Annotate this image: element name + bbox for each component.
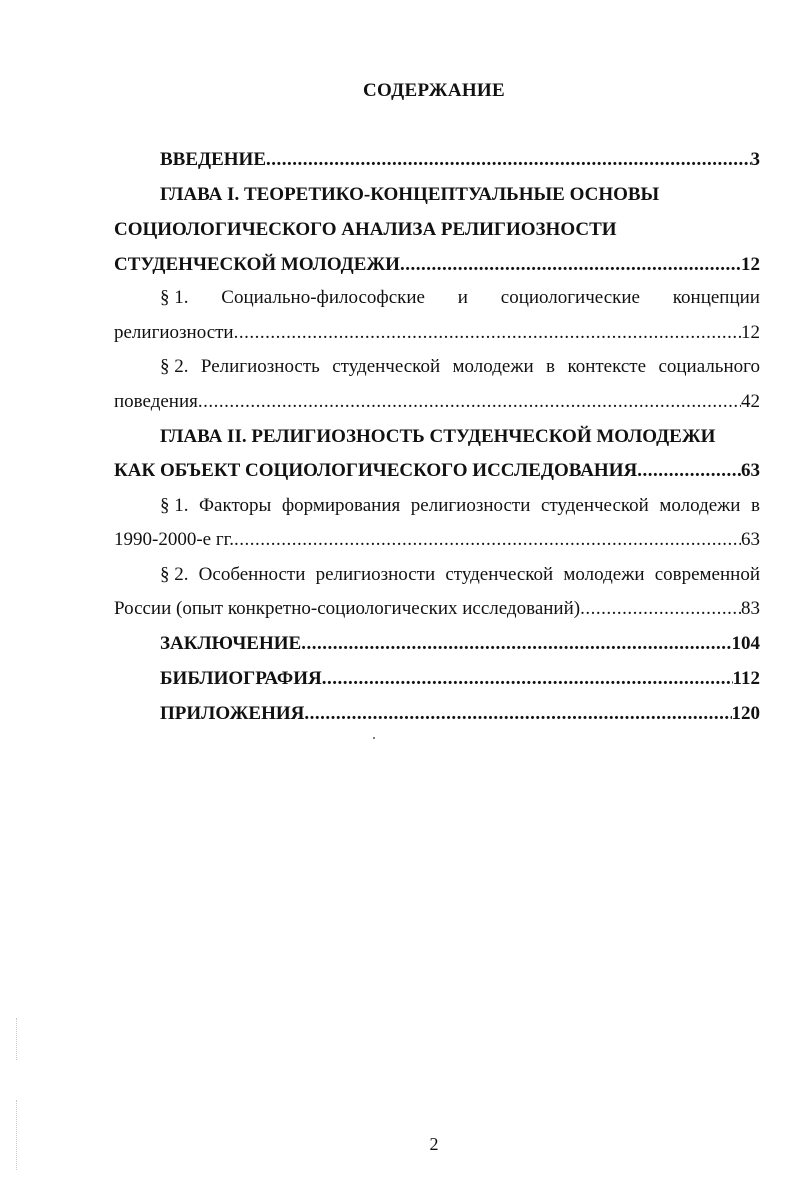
scan-speck (373, 737, 375, 739)
section-1-2-line-1[interactable] (160, 355, 760, 379)
dot-leader (234, 321, 741, 345)
dot-leader (637, 459, 741, 483)
word: § 1. (160, 287, 189, 308)
word: молодежи (563, 564, 645, 585)
page-number: 2 (429, 1134, 439, 1154)
dot-leader (322, 667, 733, 691)
toc-label: БИБЛИОГРАФИЯ (160, 668, 322, 689)
word: в (751, 495, 760, 516)
page-title: СОДЕРЖАНИЕ (363, 80, 505, 101)
word: Факторы (199, 495, 272, 516)
word: Социально-философские (221, 287, 425, 308)
toc-page-number: 63 (741, 460, 760, 481)
word: формирования (281, 495, 401, 516)
scan-edge-artifact (16, 1018, 31, 1060)
toc-page-number: 42 (741, 391, 760, 412)
dot-leader (266, 148, 751, 172)
section-1-1-line-1[interactable] (160, 286, 760, 310)
toc-entry-bibliography[interactable] (160, 667, 760, 691)
word: контексте (567, 356, 647, 377)
toc-entry-chapter-1[interactable] (114, 253, 760, 277)
toc-entry-intro[interactable] (160, 148, 760, 172)
word: и (457, 287, 468, 308)
toc-entry-section-2-1[interactable] (114, 528, 760, 552)
word: студенческой (540, 495, 649, 516)
word: концепции (672, 287, 760, 308)
toc-label: 1990-2000-е гг. (114, 529, 235, 550)
chapter-1-title-line-1[interactable]: ГЛАВА I. ТЕОРЕТИКО-КОНЦЕПТУАЛЬНЫЕ ОСНОВЫ (160, 184, 660, 205)
toc-page-number: 120 (731, 703, 760, 724)
word: молодежи (452, 356, 534, 377)
toc-entry-section-2-2[interactable] (114, 597, 760, 621)
toc-entry-section-1-1[interactable] (114, 321, 760, 345)
dot-leader (304, 702, 731, 726)
section-2-2-line-1[interactable] (160, 563, 760, 587)
chapter-2-title-line-1[interactable]: ГЛАВА II. РЕЛИГИОЗНОСТЬ СТУДЕНЧЕСКОЙ МОЛОДЕЖИ (160, 426, 716, 447)
section-2-1-line-1[interactable] (160, 494, 760, 518)
toc-page-number: 83 (741, 598, 760, 619)
word: религиозности (410, 495, 531, 516)
toc-page-number: 12 (741, 322, 760, 343)
toc-page-number: 104 (731, 633, 760, 654)
toc-label: КАК ОБЪЕКТ СОЦИОЛОГИЧЕСКОГО ИССЛЕДОВАНИЯ (114, 460, 638, 481)
toc-entry-section-1-2[interactable] (114, 390, 760, 414)
toc-label: ПРИЛОЖЕНИЯ (160, 703, 305, 724)
word: Особенности (198, 564, 306, 585)
toc-page-number: 12 (741, 254, 760, 275)
toc-page-number: 63 (741, 529, 760, 550)
toc-label: СТУДЕНЧЕСКОЙ МОЛОДЕЖИ (114, 254, 400, 275)
dot-leader (234, 528, 741, 552)
word: в (546, 356, 556, 377)
word: религиозности (315, 564, 436, 585)
dot-leader (400, 253, 741, 277)
word: студенческой (332, 356, 441, 377)
word: современной (654, 564, 760, 585)
word: социологические (500, 287, 640, 308)
word: социального (658, 356, 760, 377)
toc-entry-appendices[interactable] (160, 702, 760, 726)
toc-label: религиозности (114, 322, 234, 343)
word: Религиозность (200, 356, 320, 377)
word: § 2. (160, 356, 189, 377)
word: молодежи (659, 495, 741, 516)
toc-page-number: 112 (732, 668, 760, 689)
chapter-1-title-line-2[interactable]: СОЦИОЛОГИЧЕСКОГО АНАЛИЗА РЕЛИГИОЗНОСТИ (114, 219, 617, 240)
word: § 2. (160, 564, 189, 585)
toc-label: ВВЕДЕНИЕ (160, 149, 266, 170)
toc-page-number: 3 (750, 149, 760, 170)
dot-leader (301, 632, 731, 656)
toc-entry-conclusion[interactable] (160, 632, 760, 656)
toc-entry-chapter-2[interactable] (114, 459, 760, 483)
word: студенческой (445, 564, 554, 585)
toc-label: ЗАКЛЮЧЕНИЕ (160, 633, 302, 654)
toc-label: поведения (114, 391, 198, 412)
dot-leader (580, 597, 741, 621)
toc-label: России (опыт конкретно-социологических исследований) (114, 598, 581, 619)
word: § 1. (160, 495, 189, 516)
dot-leader (198, 390, 741, 414)
